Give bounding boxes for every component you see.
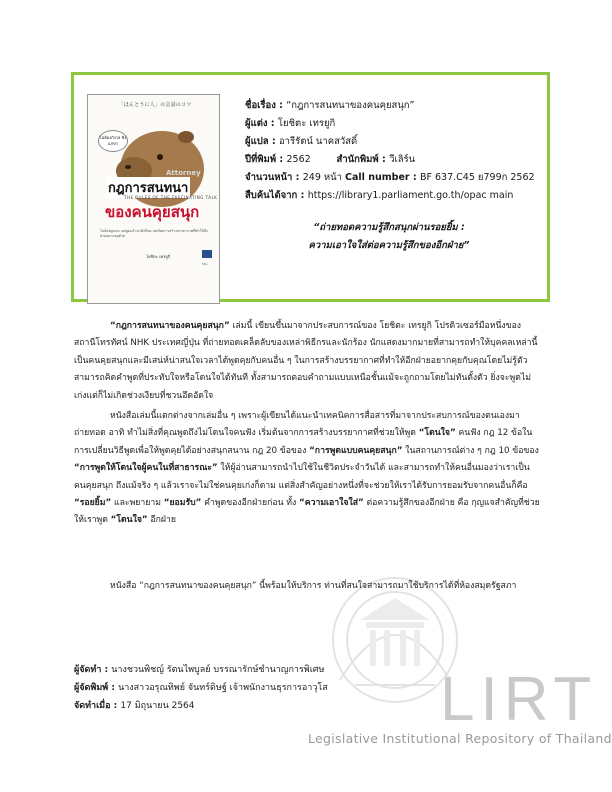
meta-year-value: 2562 [286, 154, 311, 165]
p2-text-e: ให้ผู้อ่านสามารถนำไปใช้ในชีวิตประจำวันได้ และสามารถทำให้คนอื่นมองว่าเราเป็นคนคุยสนุก ถึงแม้จริง ๆ แล้วเราจะไม่ใช่คนคุยเก่งก็ตาม แต่สิ่งสำคัญอย่างหนึ่งที่จะช่วยให้เราได้รับการยอมรับจากคนอื่นก็คือ [74, 463, 530, 491]
meta-pages-row: จำนวนหน้า : 249 หน้า Call number : BF 637.C45 ย799ก 2562 [245, 172, 535, 183]
p2-bold-2: “การพูดแบบคนคุยสนุก” [309, 445, 403, 456]
footer-printed-value: นางสาวอรุณทิพย์ จันทร์ดิษฐ์ เจ้าพนักงานธุรการอาวุโส [118, 683, 328, 693]
lirt-tagline: Legislative Institutional Repository of Thailand [308, 731, 612, 746]
p2-text-g: คำพูดของอีกฝ่ายก่อน ทั้ง [201, 498, 300, 509]
p2-text-d: ในสถานการณ์ต่าง ๆ กฎ 10 ข้อของ [402, 445, 539, 456]
meta-author-row: ผู้แต่ง : โยชิตะ เทรยูกิ [245, 118, 336, 129]
meta-author-label: ผู้แต่ง [245, 118, 268, 129]
cover-title-line1: กฎการสนทนา [106, 177, 190, 198]
cover-japanese-text: 「ほんとうに人」の会話のコツ [118, 102, 192, 108]
cover-speech-bubble: ไม่ต้องกังวล ขิงแก่ข่า [98, 130, 128, 152]
footer-prepared: ผู้จัดทำ : นางชวนพิชญ์ รัตนไพบูลย์ บรรณารักษ์ชำนาญการพิเศษ [74, 665, 325, 675]
footer-date: จัดทำเมื่อ : 17 มิถุนายน 2564 [74, 701, 195, 711]
meta-publisher-value: วีเลิร์น [389, 154, 416, 165]
p2-text-i: อีกฝ่าย [147, 515, 176, 526]
meta-call-value: BF 637.C45 ย799ก 2562 [420, 172, 535, 183]
footer-date-label: จัดทำเมื่อ [74, 701, 111, 711]
p2-bold-4: “รอยยิ้ม” [74, 498, 112, 509]
meta-title-row: ชื่อเรื่อง : “กฎการสนทนาของคนคุยสนุก” [245, 100, 415, 111]
cover-publisher-logo-text: วีเลิร์น [202, 264, 208, 266]
book-metadata [245, 97, 535, 205]
p2-text-a: หนังสือเล่มนี้แตกต่างจากเล่มอื่น ๆ เพราะผู้เขียนได้แนะนำเทคนิคการสื่อสารที่มาจากประสบการณ์ของตนเองมาถ่ายทอด อาทิ ทำไม่สิ่งที่คุณพูดถึงไม่โดนใจคนฟัง เริ่มต้นจากการสร้างบรรยากาศที่ช่วยให้พูด [74, 411, 520, 439]
footer-printed-label: ผู้จัดพิมพ์ [74, 683, 109, 693]
meta-translator-value: อารีรัตน์ นาคสวัสดิ์ [278, 136, 358, 147]
book-cover-image [87, 94, 220, 304]
footer-printed: ผู้จัดพิมพ์ : นางสาวอรุณทิพย์ จันทร์ดิษฐ์ เจ้าพนักงานธุรการอาวุโส [74, 683, 328, 693]
book-info-box [71, 72, 550, 302]
paragraph-1-bold: “กฎการสนทนาของคนคุยสนุก” [110, 321, 230, 331]
meta-translator-row: ผู้แปล : อารีรัตน์ นาคสวัสดิ์ [245, 136, 358, 147]
meta-pages-value: 249 หน้า [302, 172, 342, 183]
p2-bold-5: “ยอมรับ” [163, 498, 202, 509]
paragraph-3: หนังสือ “กฎการสนทนาของคนคุยสนุก” นี้พร้อมให้บริการ ท่านที่สนใจสามารถมาใช้บริการได้ที่ห้องสมุดรัฐสภา [110, 581, 517, 591]
cover-publisher-logo [202, 250, 212, 266]
p2-bold-3: “การพูดให้โดนใจผู้คนในที่สาธารณะ” [74, 463, 218, 474]
meta-title-value: “กฎการสนทนาของคนคุยสนุก” [286, 100, 415, 111]
p2-text-f: และพยายาม [111, 498, 164, 509]
meta-source-label: สืบค้นได้จาก [245, 190, 298, 201]
cover-attorney-mark: Attorney [166, 169, 201, 177]
cover-subtitle-en: THE RULES OF THE FASCINATING TALK [124, 195, 218, 200]
meta-source-row: สืบค้นได้จาก : https://library1.parliament.go.th/opac main [245, 190, 514, 201]
meta-author-value: โยชิตะ เทรยูกิ [277, 118, 336, 129]
footer-prepared-value: นางชวนพิชญ์ รัตนไพบูลย์ บรรณารักษ์ชำนาญการพิเศษ [111, 665, 325, 675]
footer-prepared-label: ผู้จัดทำ [74, 665, 102, 675]
meta-year-row: ปีที่พิมพ์ : 2562 สำนักพิมพ์ : วีเลิร์น [245, 151, 535, 169]
lirt-brand-text: LIRT [440, 665, 598, 734]
cover-description: ไม่ต้องพูดเก่ง แค่พูดแล้วน่าฟังก็พอ เทคนิคการสร้างบรรยากาศที่ทำให้อีกฝ่ายอยากคุยด้วย [100, 229, 208, 238]
paragraph-1-text: เล่มนี้ เขียนขึ้นมาจากประสบการณ์ของ โยชิตะ เทรยูกิ โปรดิวเซอร์มือหนึ่งของสถานีโทรทัศน์ NHK ประเทศญี่ปุ่น ที่ถ่ายทอดเคล็ดลับของเหล่าพิธีกรและนักร้อง นักแสดงมากมายที่สามารถทำให้บุคคลเหล่านี้เป็นคนคุยสนุกและมีเสน่ห์น่าสนใจเวลาได้พูดคุยกับคนอื่น ๆ ในการสร้างบรรยากาศที่ทำให้อีกฝ่ายอยากคุยกับคุณโดยไม่รู้ตัว สามารถคิดคำพูดที่ประทับใจหรือโดนใจได้ทันที ทั้งสามารถตอบคำถามแบบเหนือชั้นแม้จะถูกถามโดยไม่ทันตั้งตัว ยิ่งจะพูดไม่เก่งแต่ก็ไม่เกิดช่วงเงียบที่ชวนอึดอัดใจ [74, 321, 538, 401]
p2-bold-1: “โดนใจ” [418, 428, 456, 439]
footer-date-value: 17 มิถุนายน 2564 [120, 701, 195, 711]
cover-title-line2: ของคนคุยสนุก [105, 203, 200, 221]
meta-pages-label: จำนวนหน้า [245, 172, 293, 183]
p2-text-h: ต่อความรู้สึกของอีกฝ่าย คือ กุญแจสำคัญที่ช่วยให้เราพูด [74, 498, 540, 526]
quote-line-1: “ถ่ายทอดความรู้สึกสนุกผ่านรอยยิ้ม : [313, 222, 465, 233]
meta-year-label: ปีที่พิมพ์ [245, 154, 277, 165]
cover-author: โยชิตะ เทรยูกิ [146, 254, 171, 259]
p2-bold-7: “โดนใจ” [110, 515, 148, 526]
p2-text-c: คนฟัง กฎ 12 ข้อในการเปลี่ยนวิธีพูดเพื่อให้พูดคุยได้อย่างสนุกสนาน กฎ 20 ข้อของ [74, 428, 533, 456]
quote-line-2: ความเอาใจใส่ต่อความรู้สึกของอีกฝ่าย” [308, 240, 470, 251]
meta-translator-label: ผู้แปล [245, 136, 269, 147]
paragraph-2 [74, 408, 541, 530]
paragraph-1 [74, 318, 541, 405]
meta-title-label: ชื่อเรื่อง [245, 100, 276, 111]
p2-bold-6: “ความเอาใจใส่” [299, 498, 364, 509]
meta-source-link[interactable]: https://library1.parliament.go.th/opac main [307, 190, 514, 201]
meta-publisher-label: สำนักพิมพ์ [336, 154, 379, 165]
meta-call-label: Call number [345, 172, 410, 183]
